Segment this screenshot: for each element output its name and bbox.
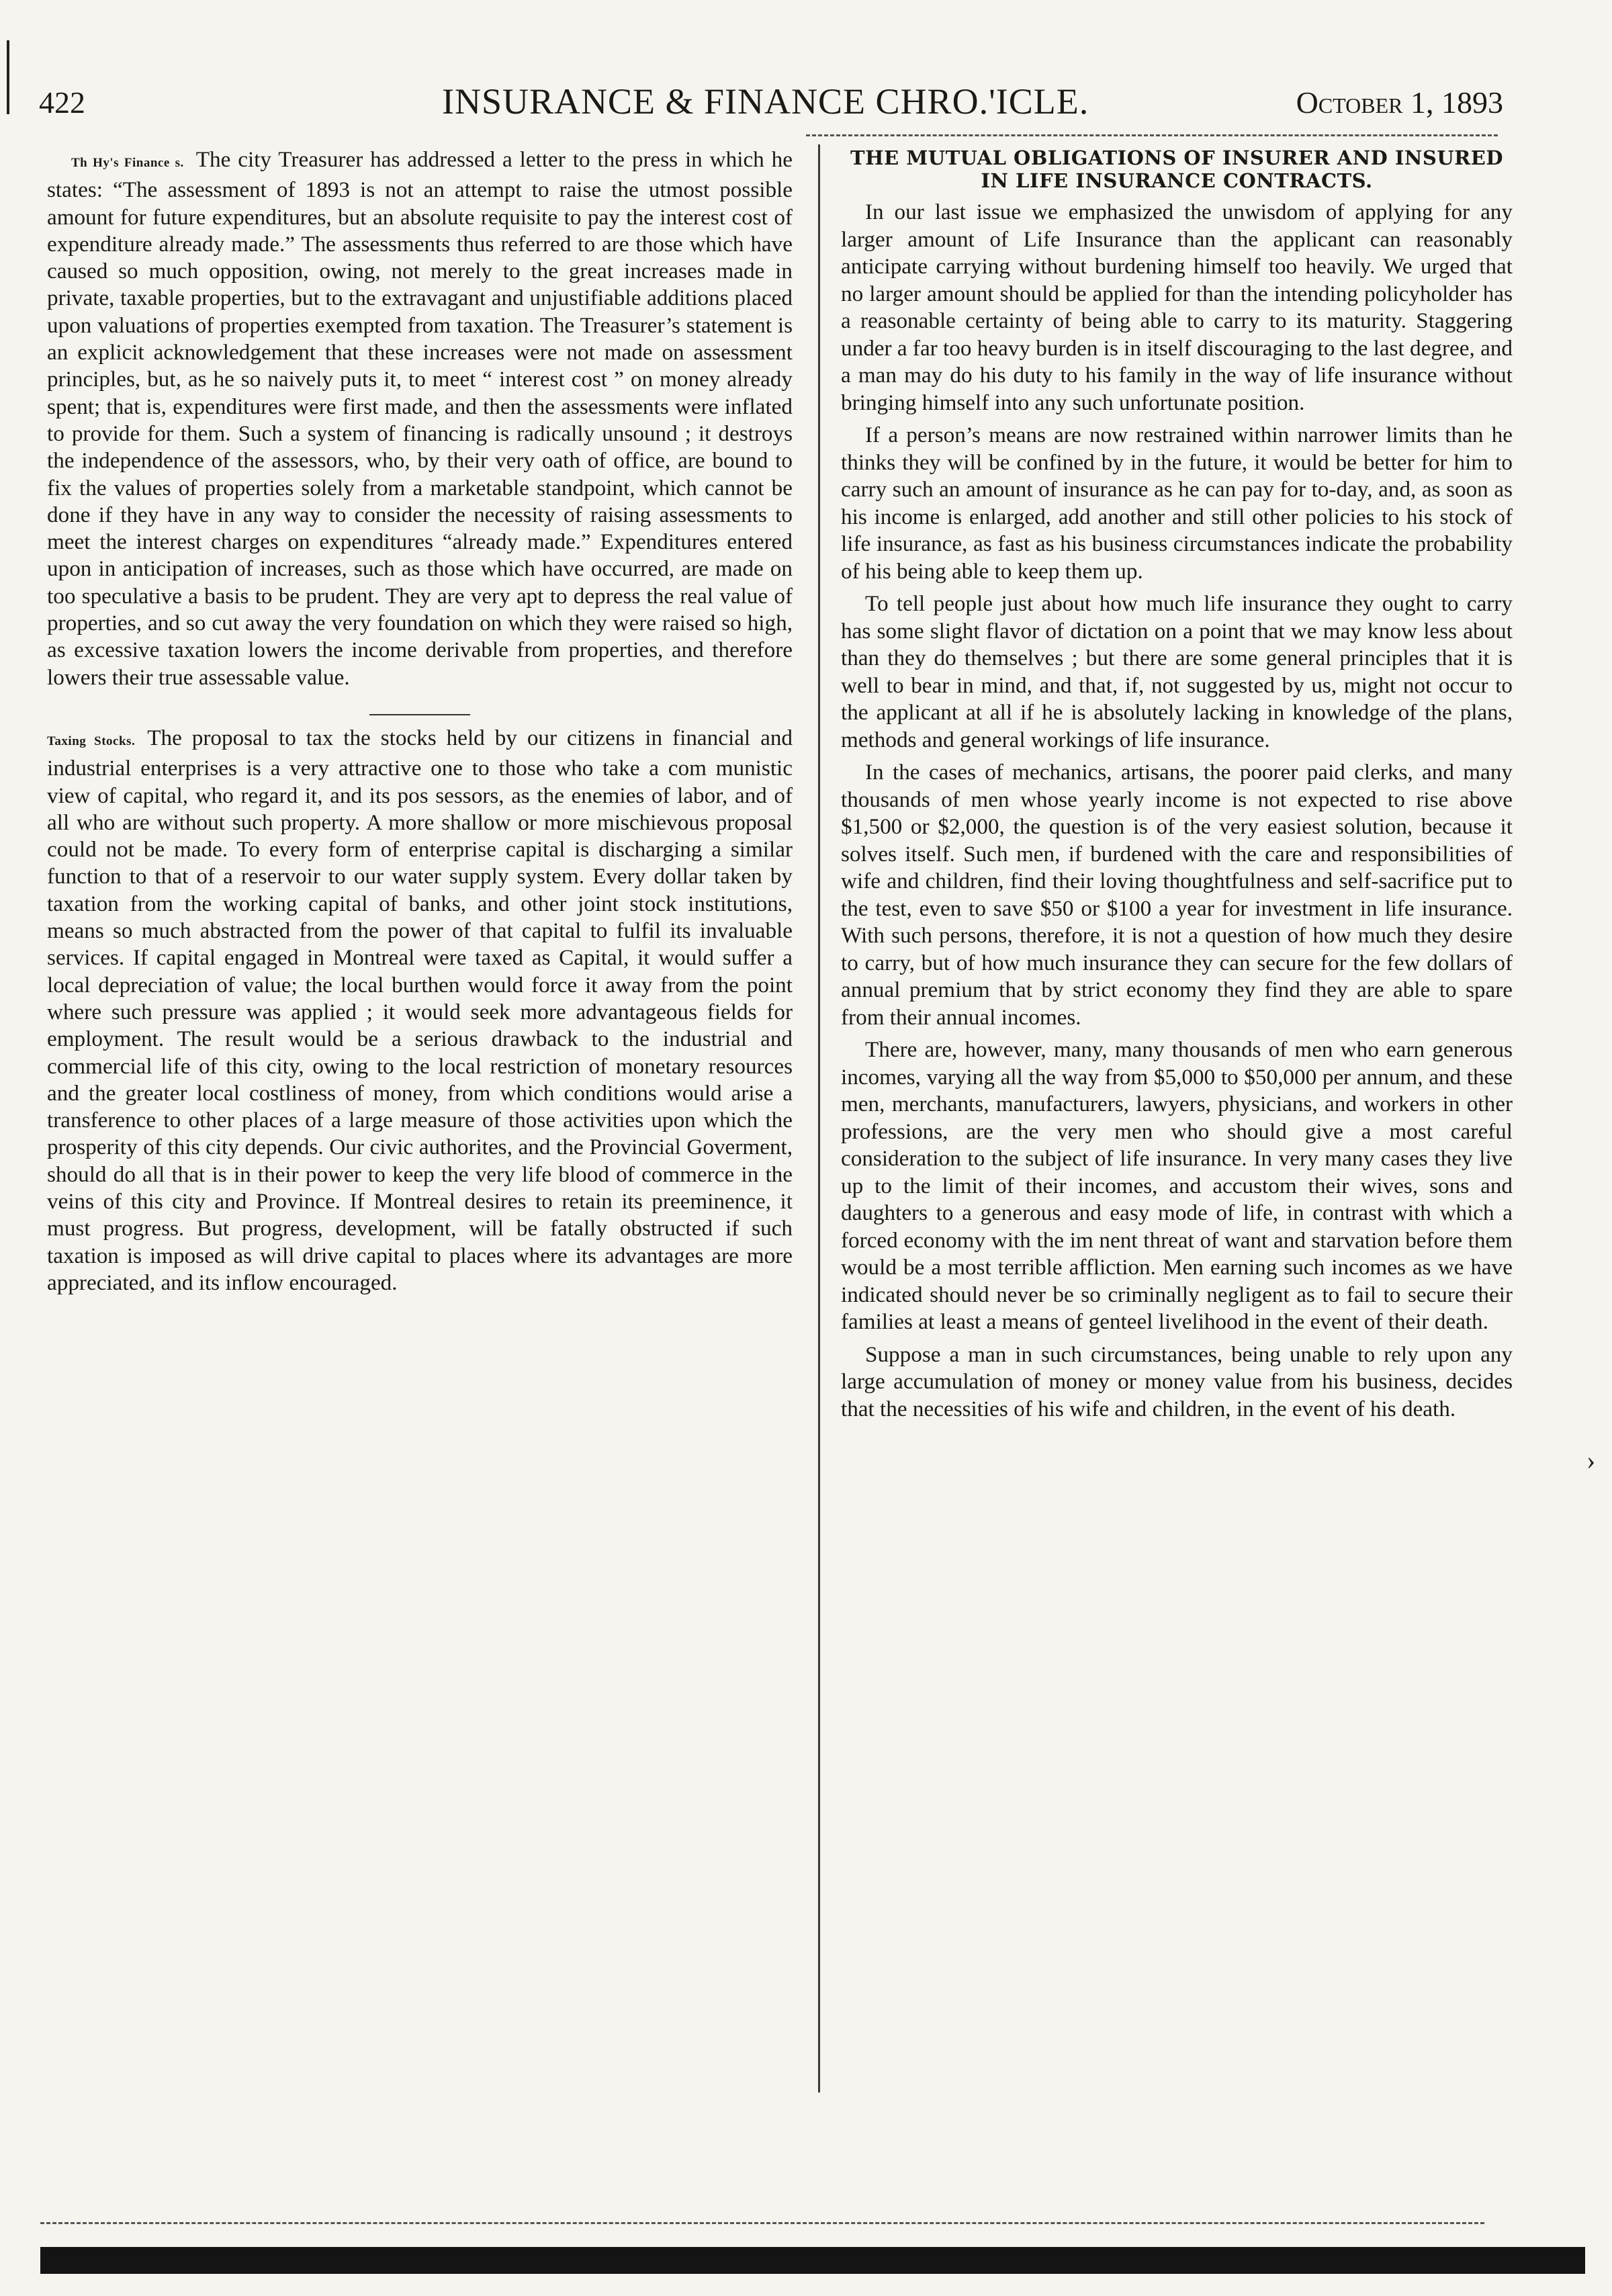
page-bottom-edge <box>40 2247 1585 2274</box>
footer-rule <box>40 2222 1484 2224</box>
left-column <box>47 146 793 1296</box>
section-divider <box>369 714 470 715</box>
issue-date: October 1, 1893 <box>1296 85 1503 120</box>
page-number: 422 <box>39 85 85 120</box>
article-heading: THE MUTUAL OBLIGATIONS OF INSURER AND INSURED IN LIFE INSURANCE CONTRACTS. <box>850 146 1503 192</box>
body-paragraph: There are, however, many, many thousands of men who earn generous incomes, varying all the way from $5,000 to $50,000 per annum, and these men, merchants, manufacturers, lawyers, physicians, and workers in other professions, are the very men who should give a most careful consideration to the subject of life insurance. In very many cases they live up to the limit of their incomes, and accustom their wives, sons and daughters to a generous and easy mode of life, in contrast with which a forced economy with the im nent threat of want and starvation before them would be a most terrible affliction. Men earning such incomes as we have indicated should never be so criminally negligent as to fail to secure their families at least a means of genteel livelihood in the event of their death. <box>841 1037 1513 1334</box>
article-taxing-stocks <box>47 725 793 1296</box>
body-paragraph: In the cases of mechanics, artisans, the poorer paid clerks, and many thousands of men whose yearly income is not expected to rise above $1,500 or $2,000, the question is of the very easiest solution, because it solves itself. Such men, if burdened with the care and responsibilities of wife and children, find their loving thoughtfulness and self-sacrifice put to the test, even to save $50 or $100 a year for investment in life insurance. With such persons, therefore, it is not a question of how much they desire to carry, but of how much insurance they can secure for the few dollars of annual premium that by strict economy they find they are able to spare from their annual incomes. <box>841 760 1513 1030</box>
column-divider <box>818 144 820 2092</box>
edge-mark: › <box>1586 1445 1596 1475</box>
running-header <box>39 81 1503 128</box>
article-city-finances <box>47 146 793 691</box>
paragraph-taxing-stocks: The proposal to tax the stocks held by our citizens in financial and industrial enterprises is a very attractive one to those who take a com munistic view of capital, who regard it, and its pos sessors, as the enemies of labor, and of all who are without such property. A more shallow or more mischievous proposal could not be made. To every form of enterprise capital is discharging a similar function to that of a reservoir to our water supply system. Every dollar taken by taxation from the working capital of banks, and other joint stock institutions, means so much abstracted from the power of that capital to fulfil its invaluable services. If capital engaged in Montreal were taxed as Capital, it would suffer a local depreciation of value; the local burthen would force it away from the point where such pressure was applied ; it would seek more advantageous fields for employment. The result would be a serious drawback to the industrial and commercial life of this city, owing to the local restriction of monetary resources and the greater local costliness of money, from which conditions would arise a transference to other places of a large measure of those activities upon which the prosperity of this city depends. Our civic authorites, and the Provincial Goverment, should do all that is in their power to keep the very life blood of commerce in the veins of this city and Province. If Montreal desires to retain its preeminence, it must progress. But progress, development, will be fatally obstructed if such taxation is imposed as will drive capital to places where its advantages are more appreciated, and its inflow encouraged. <box>47 725 793 1295</box>
body-paragraph: Suppose a man in such circumstances, being unable to rely upon any large accumulation of money or money value from his business, decides that the necessities of his wife and children, in the event of his death. <box>841 1341 1513 1421</box>
sidenote-city-finances: Th Hy's Finance s. <box>71 156 184 170</box>
body-paragraph: To tell people just about how much life insurance they ought to carry has some slight flavor of dictation on a point that we may know less about than they do themselves ; but there are some general principles that it is well to bear in mind, and that, if, not suggested by us, might not occur to the applicant at all if he is absolutely lacking in knowledge of the plans, methods and general workings of life insurance. <box>841 591 1513 752</box>
header-rule <box>806 134 1498 136</box>
body-paragraph: If a person’s means are now restrained within narrower limits than he thinks they will be confined by in the future, it would be better for him to carry such an amount of insurance as he can pay for to-day, and, as soon as his income is enlarged, add another and still other policies to his stock of life insurance, as fast as his business circumstances indicate the probability of his being able to keep them up. <box>841 423 1513 584</box>
paragraph-city-finances: The city Treasurer has addressed a letter to the press in which he states: “The assessment of 1893 is not an attempt to raise the utmost possible amount for future expenditures, but an absolute requisite to pay the interest cost of expenditure already made.” The assessments thus referred to are those which have caused so much opposition, owing, not merely to the great increases made in private, taxable properties, but to the extravagant and unjustifiable additions placed upon valuations of properties exempted from taxation. The Treasurer’s statement is an explicit acknowledgement that these increases were not made on assessment principles, but, as he so naively puts it, to meet “ interest cost ” on money already spent; that is, expenditures were first made, and then the assessments were inflated to provide for them. Such a system of financing is radically unsound ; it destroys the independence of the assessors, who, by their very oath of office, are bound to fix the values of properties solely from a marketable standpoint, which cannot be done if they have in any way to consider the necessity of raising assessments to meet the interest charges on expenditures “already made.” Expenditures entered upon in anticipation of increases, such as those which have occurred, are made on too speculative a basis to be prudent. They are very apt to depress the real value of properties, and so cut away the very foundation on which they were raised so high, as excessive taxation lowers the income derivable from properties, and therefore lowers their true assessable value. <box>47 147 793 690</box>
right-column <box>841 146 1513 1423</box>
journal-title: INSURANCE & FINANCE CHRO.'ICLE. <box>442 81 1089 122</box>
body-paragraph: In our last issue we emphasized the unwisdom of applying for any larger amount of Life Insurance than the applicant can reasonably anticipate carrying without burdening himself too heavily. We urged that no larger amount should be applied for than the intending policyholder has a reasonable certainty of being able to carry to its maturity. Staggering under a far too heavy burden is in itself discouraging to the last degree, and a man may do his duty to his family in the way of life insurance without bringing himself into any such unfortunate position. <box>841 200 1513 415</box>
sidenote-taxing-stocks: Taxing Stocks. <box>47 734 136 748</box>
margin-mark <box>7 40 9 114</box>
